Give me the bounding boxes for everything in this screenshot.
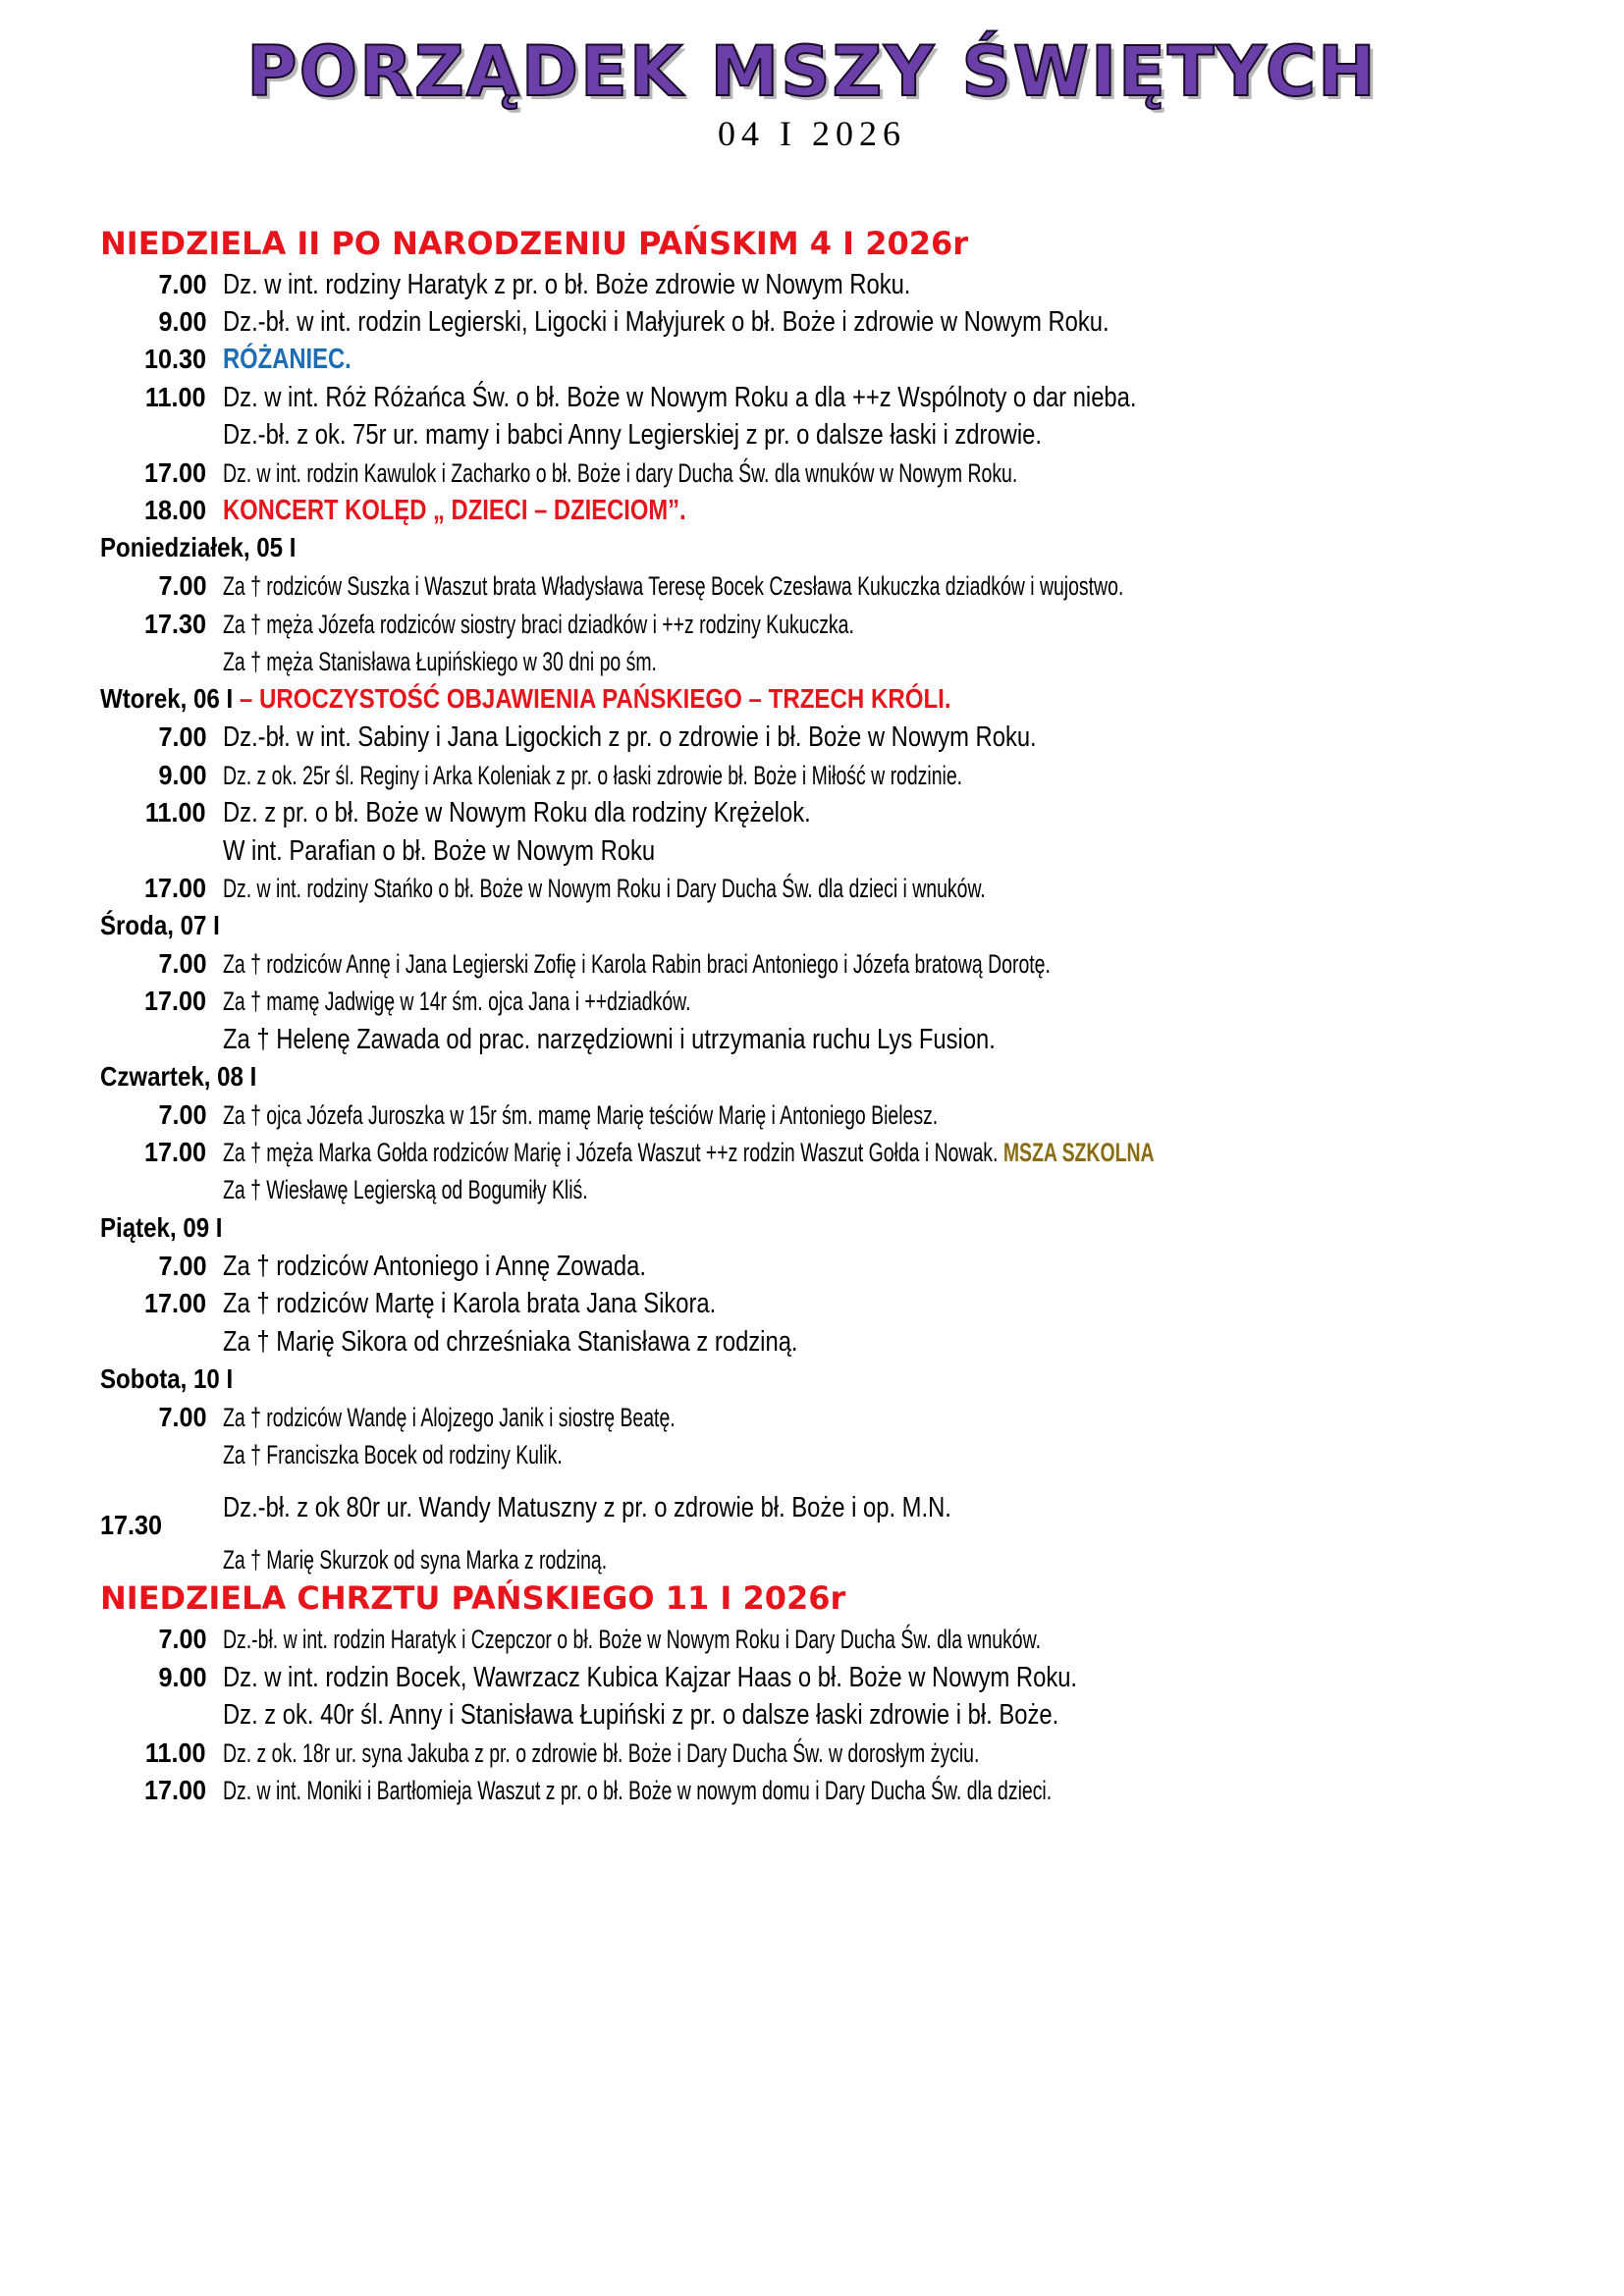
day-heading: Poniedziałek, 05 I — [100, 532, 297, 562]
mass-intention: Dz.-bł. w int. rodzin Legierski, Ligocki i Małyjurek o bł. Boże i zdrowie w Nowym Roku. — [223, 306, 1110, 338]
mass-time: 17.00 — [143, 457, 206, 488]
mass-time: 10.30 — [143, 344, 206, 374]
mass-intention: Dz.-bł. w int. rodzin Haratyk i Czepczor o bł. Boże w Nowym Roku i Dary Ducha Św. dla wnuków. — [223, 1625, 1041, 1654]
mass-intention: Za † męża Stanisława Łupińskiego w 30 dni po śm. — [223, 647, 657, 676]
mass-intention: Dz. z ok. 18r ur. syna Jakuba z pr. o zdrowie bł. Boże i Dary Ducha Św. w dorosłym życiu. — [223, 1738, 980, 1768]
mass-intention: Za † rodziców Antoniego i Annę Zowada. — [223, 1251, 646, 1282]
mass-intention: Dz. w int. rodzin Kawulok i Zacharko o bł. Boże i dary Ducha Św. dla wnuków w Nowym Roku. — [223, 458, 1018, 488]
day-label: Wtorek, 06 I — [100, 683, 234, 714]
mass-intention: Dz.-bł. z ok 80r ur. Wandy Matuszny z pr. o zdrowie bł. Boże i op. M.N. — [223, 1492, 951, 1523]
mass-time: 7.00 — [157, 570, 206, 601]
mass-time: 9.00 — [157, 306, 206, 337]
mass-time: 11.00 — [145, 797, 206, 828]
intention-text: Za † męża Marka Gołda rodziców Marię i Józefa Waszut ++z rodzin Waszut Gołda i Nowak. — [223, 1138, 999, 1167]
mass-time: 7.00 — [157, 1624, 206, 1654]
mass-time: 7.00 — [157, 1099, 206, 1130]
mass-time: 17.00 — [143, 1288, 206, 1318]
mass-time: 7.00 — [157, 269, 206, 299]
mass-intention: Za † rodziców Annę i Jana Legierski Zofię i Karola Rabin braci Antoniego i Józefa bratową Dorotę. — [223, 949, 1051, 979]
mass-intention: Za † Franciszka Bocek od rodziny Kulik. — [223, 1440, 563, 1469]
page-date: 04 I 2026 — [718, 114, 906, 153]
day-heading: Sobota, 10 I — [100, 1363, 234, 1394]
mass-intention: Dz. z ok. 40r śl. Anny i Stanisława Łupiński z pr. o dalsze łaski zdrowie i bł. Boże. — [223, 1699, 1059, 1731]
mass-time: 7.00 — [157, 1251, 206, 1281]
mass-intention: Dz.-bł. z ok. 75r ur. mamy i babci Anny Legierskiej z pr. o dalsze łaski i zdrowie. — [223, 419, 1042, 451]
mass-intention: RÓŻANIEC. — [223, 344, 352, 375]
page-title: PORZĄDEK MSZY ŚWIĘTYCH — [246, 31, 1378, 112]
mass-time: 7.00 — [157, 1402, 206, 1432]
mass-intention: Dz. w int. Moniki i Bartłomieja Waszut z pr. o bł. Boże w nowym domu i Dary Ducha Św. dla dzieci. — [223, 1776, 1053, 1805]
day-heading: Piątek, 09 I — [100, 1212, 223, 1243]
mass-intention: Za † rodziców Wandę i Alojzego Janik i siostrę Beatę. — [223, 1403, 676, 1432]
mass-intention: Za † Wiesławę Legierską od Bogumiły Kliś. — [223, 1175, 588, 1204]
mass-time: 9.00 — [157, 1662, 206, 1692]
mass-time: 17.30 — [100, 1510, 163, 1540]
mass-intention: Za † Marię Sikora od chrześniaka Stanisława z rodziną. — [223, 1326, 798, 1358]
mass-intention: Dz. w int. rodziny Stańko o bł. Boże w Nowym Roku i Dary Ducha Św. dla dzieci i wnuków. — [223, 874, 986, 903]
mass-intention: KONCERT KOLĘD „ DZIECI – DZIECIOM”. — [223, 495, 686, 526]
mass-intention: Za † Helenę Zawada od prac. narzędziowni i utrzymania ruchu Lys Fusion. — [223, 1024, 996, 1055]
mass-intention: Za † ojca Józefa Juroszka w 15r śm. mamę Marię teściów Marię i Antoniego Bielesz. — [223, 1100, 939, 1130]
day-heading — [100, 685, 951, 713]
mass-time: 17.00 — [143, 1775, 206, 1805]
mass-intention: Dz. w int. rodziny Haratyk z pr. o bł. Boże zdrowie w Nowym Roku. — [223, 269, 911, 300]
mass-time: 9.00 — [157, 760, 206, 790]
mass-intention: Za † Marię Skurzok od syna Marka z rodziną. — [223, 1545, 608, 1575]
mass-time: 11.00 — [145, 1737, 206, 1768]
day-heading: Środa, 07 I — [100, 910, 220, 940]
day-heading: NIEDZIELA II PO NARODZENIU PAŃSKIM 4 I 2026r — [100, 225, 969, 262]
school-mass-badge: MSZA SZKOLNA — [1002, 1138, 1155, 1167]
mass-time: 7.00 — [157, 721, 206, 752]
mass-time: 17.00 — [143, 1137, 206, 1167]
mass-time: 11.00 — [145, 382, 206, 412]
mass-time: 7.00 — [157, 948, 206, 979]
mass-intention: Za † rodziców Martę i Karola brata Jana Sikora. — [223, 1288, 717, 1319]
day-heading: Czwartek, 08 I — [100, 1061, 257, 1092]
mass-time: 17.00 — [143, 873, 206, 903]
mass-time: 17.30 — [143, 609, 206, 639]
mass-intention: Dz. w int. Róż Różańca Św. o bł. Boże w Nowym Roku a dla ++z Wspólnoty o dar nieba. — [223, 382, 1137, 413]
mass-time: 17.00 — [143, 986, 206, 1016]
mass-intention: Dz. z pr. o bł. Boże w Nowym Roku dla rodziny Krężelok. — [223, 797, 811, 828]
mass-intention: Dz.-bł. w int. Sabiny i Jana Ligockich z pr. o zdrowie i bł. Boże w Nowym Roku. — [223, 721, 1037, 753]
day-heading: NIEDZIELA CHRZTU PAŃSKIEGO 11 I 2026r — [100, 1579, 846, 1617]
mass-intention: Dz. w int. rodzin Bocek, Wawrzacz Kubica Kajzar Haas o bł. Boże w Nowym Roku. — [223, 1662, 1078, 1693]
mass-intention: Za † rodziców Suszka i Waszut brata Władysława Teresę Bocek Czesława Kukuczka dziadków i wujostwo. — [223, 571, 1124, 601]
mass-intention: Za † męża Józefa rodziców siostry braci dziadków i ++z rodziny Kukuczka. — [223, 610, 854, 639]
mass-intention: Dz. z ok. 25r śl. Reginy i Arka Koleniak z pr. o łaski zdrowie bł. Boże i Miłość w rodzinie. — [223, 761, 963, 790]
mass-time: 18.00 — [143, 495, 206, 525]
mass-intention: W int. Parafian o bł. Boże w Nowym Roku — [223, 835, 656, 867]
mass-intention: Za † mamę Jadwigę w 14r śm. ojca Jana i ++dziadków. — [223, 987, 691, 1016]
mass-intention — [223, 1140, 1155, 1166]
feast-title: – UROCZYSTOŚĆ OBJAWIENIA PAŃSKIEGO – TRZECH KRÓLI. — [233, 683, 951, 714]
